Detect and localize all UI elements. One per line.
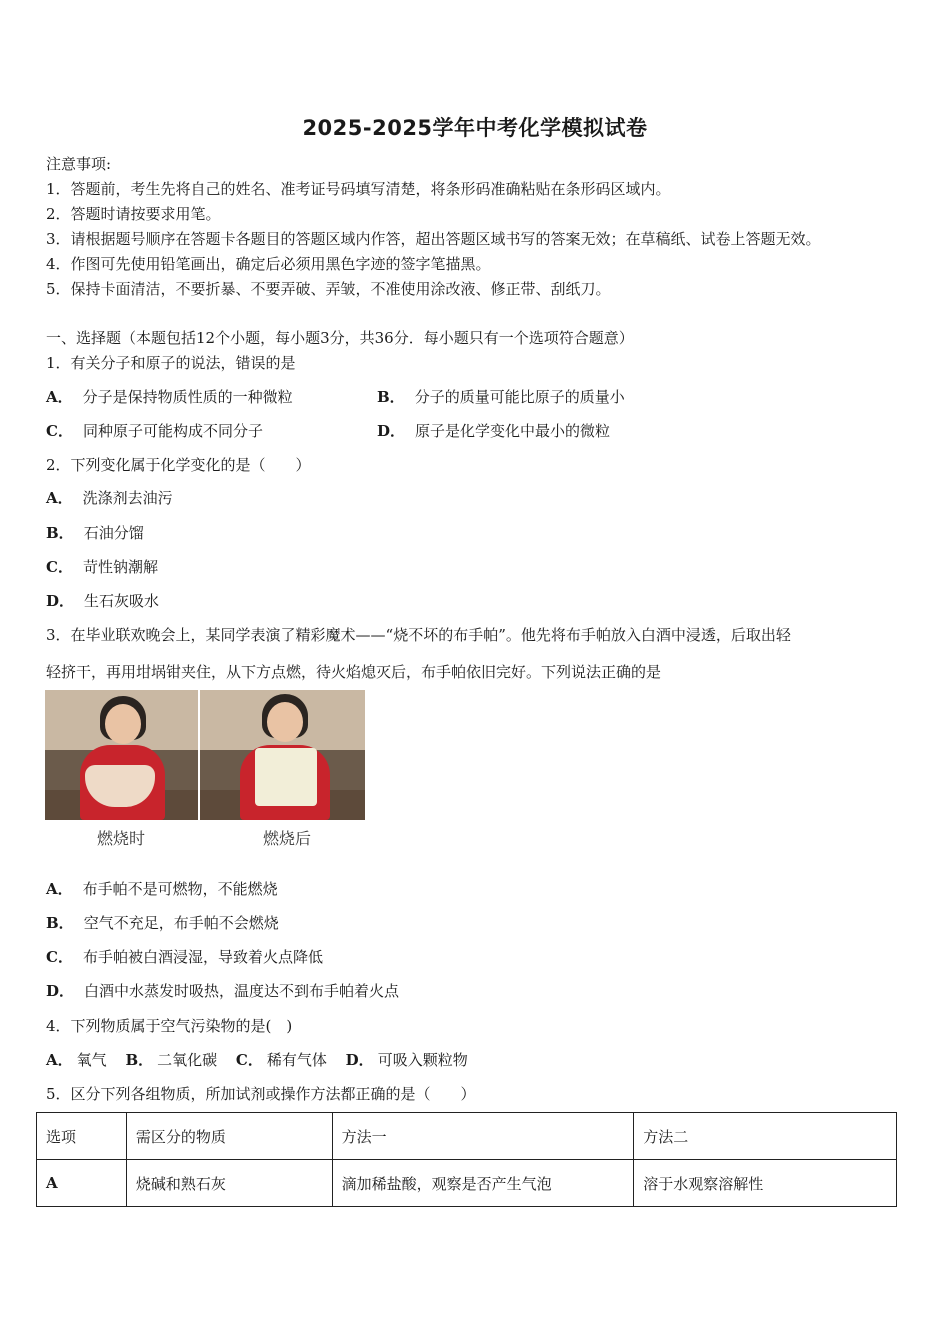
table-row bbox=[37, 1160, 897, 1207]
q1-option-c: C． 同种原子可能构成不同分子 bbox=[46, 422, 263, 440]
table-cell: A bbox=[37, 1160, 127, 1207]
question-1-stem: 1．有关分子和原子的说法，错误的是 bbox=[46, 354, 296, 372]
table-cell: 滴加稀盐酸，观察是否产生气泡 bbox=[332, 1160, 634, 1207]
table-header-cell: 需区分的物质 bbox=[126, 1113, 332, 1160]
q2-option-d: D． 生石灰吸水 bbox=[46, 592, 160, 610]
section-heading: 一、选择题（本题包括12个小题，每小题3分，共36分．每小题只有一个选项符合题意） bbox=[46, 329, 634, 347]
q1-option-a: A． 分子是保持物质性质的一种微粒 bbox=[46, 388, 293, 406]
table-header-cell: 方法二 bbox=[634, 1113, 897, 1160]
table-header-row bbox=[37, 1113, 897, 1160]
q3-option-a: A． 布手帕不是可燃物，不能燃烧 bbox=[46, 880, 278, 898]
caption-burning: 燃烧时 bbox=[97, 829, 146, 848]
page-title: 2025-2025学年中考化学模拟试卷 bbox=[302, 116, 648, 140]
table-cell: 烧碱和熟石灰 bbox=[126, 1160, 332, 1207]
question-3-stem-line2: 轻挤干，再用坩埚钳夹住，从下方点燃，待火焰熄灭后，布手帕依旧完好。下列说法正确的是 bbox=[46, 663, 662, 681]
notice-heading: 注意事项: bbox=[46, 155, 112, 173]
magic-handkerchief-photo bbox=[45, 690, 365, 850]
q3-option-b: B． 空气不充足，布手帕不会燃烧 bbox=[46, 914, 279, 932]
table-header-cell: 选项 bbox=[37, 1113, 127, 1160]
notice-item: 4．作图可先使用铅笔画出，确定后必须用黑色字迹的签字笔描黑。 bbox=[46, 255, 491, 273]
comparison-table bbox=[36, 1112, 897, 1207]
notice-item: 5．保持卡面清洁，不要折暴、不要弄破、弄皱，不准使用涂改液、修正带、刮纸刀。 bbox=[46, 280, 611, 298]
after-burning-photo bbox=[200, 690, 365, 820]
table-header-cell: 方法一 bbox=[332, 1113, 634, 1160]
q1-option-b: B． 分子的质量可能比原子的质量小 bbox=[377, 388, 625, 406]
question-2-stem: 2．下列变化属于化学变化的是（ ） bbox=[46, 456, 311, 474]
question-3-stem-line1: 3．在毕业联欢晚会上，某同学表演了精彩魔术——“烧不坏的布手帕”。他先将布手帕放入白酒中浸透，后取出轻 bbox=[46, 626, 791, 644]
notice-item: 2．答题时请按要求用笔。 bbox=[46, 205, 221, 223]
q2-option-c: C． 苛性钠潮解 bbox=[46, 558, 158, 576]
q3-option-d: D． 白酒中水蒸发时吸热，温度达不到布手帕着火点 bbox=[46, 982, 400, 1000]
question-4-stem: 4．下列物质属于空气污染物的是( ) bbox=[46, 1017, 293, 1035]
q4-options: A． 氧气 B． 二氧化碳 C． 稀有气体 D． 可吸入颗粒物 bbox=[46, 1051, 468, 1069]
q2-option-a: A． 洗涤剂去油污 bbox=[46, 489, 173, 507]
table-cell: 溶于水观察溶解性 bbox=[634, 1160, 897, 1207]
q1-option-d: D． 原子是化学变化中最小的微粒 bbox=[377, 422, 611, 440]
q2-option-b: B． 石油分馏 bbox=[46, 524, 144, 542]
burning-photo bbox=[45, 690, 198, 820]
notice-item: 1．答题前，考生先将自己的姓名、准考证号码填写清楚，将条形码准确粘贴在条形码区域内。 bbox=[46, 180, 671, 198]
question-5-stem: 5．区分下列各组物质，所加试剂或操作方法都正确的是（ ） bbox=[46, 1085, 476, 1103]
q3-option-c: C． 布手帕被白酒浸湿，导致着火点降低 bbox=[46, 948, 323, 966]
caption-after: 燃烧后 bbox=[263, 829, 312, 848]
notice-item: 3．请根据题号顺序在答题卡各题目的答题区域内作答，超出答题区域书写的答案无效；在草稿纸、试卷上答题无效。 bbox=[46, 230, 821, 248]
